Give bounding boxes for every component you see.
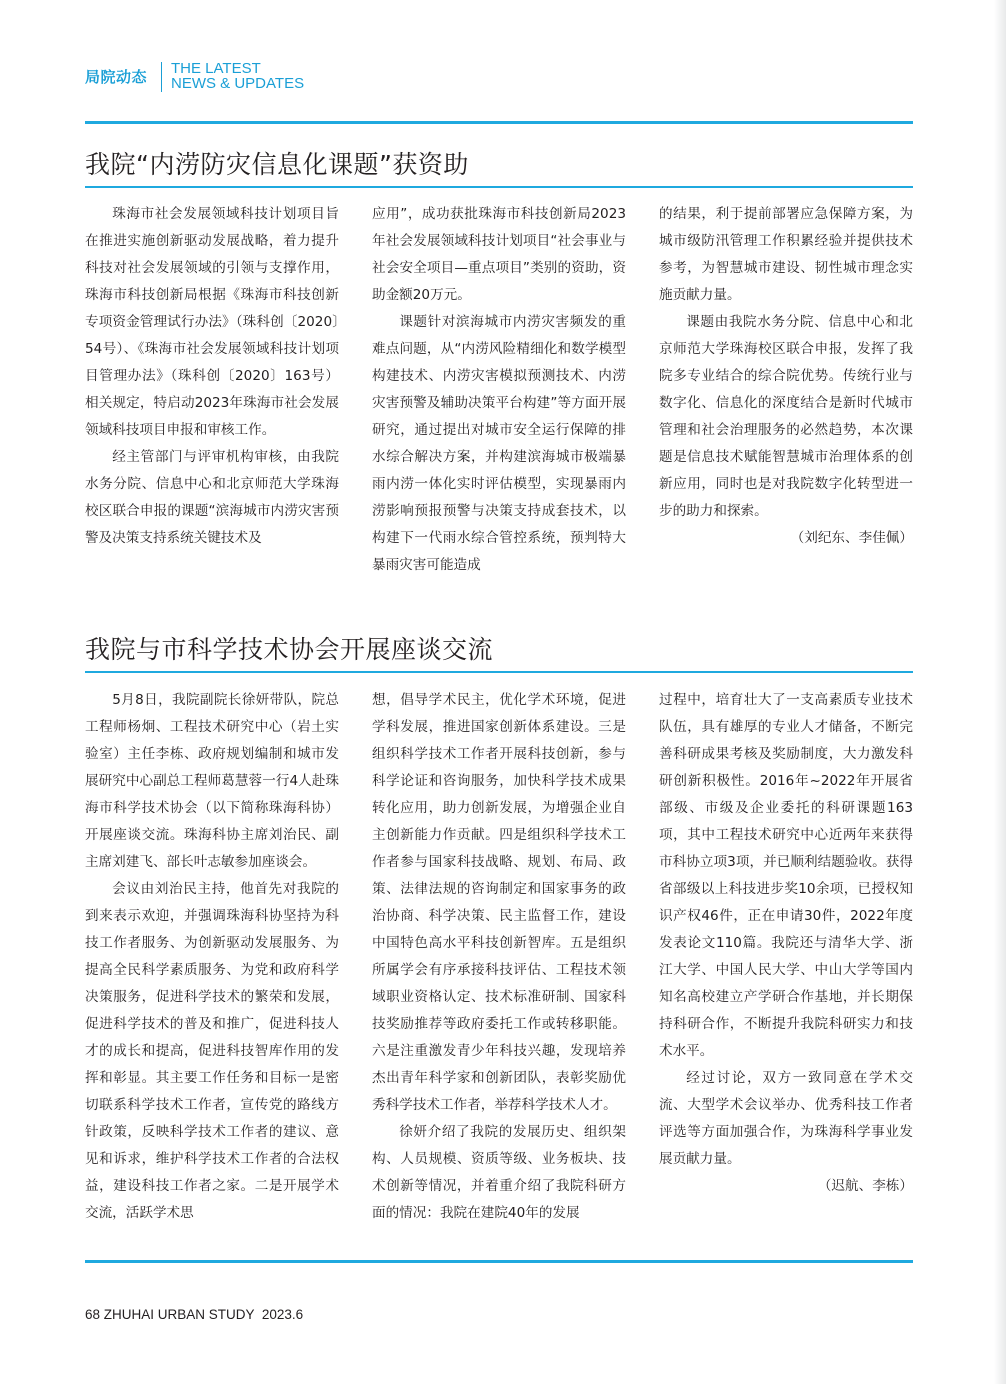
- article1-column-2: [372, 201, 626, 579]
- article2-paragraph: 经过讨论，双方一致同意在学术交流、大型学术会议举办、优秀科技工作者评选等方面加强合作，为珠海科学事业发展贡献力量。: [659, 1070, 913, 1167]
- section-label-en: [171, 61, 304, 91]
- article1-column-3: [659, 201, 913, 552]
- article2-title-rule: [85, 671, 913, 673]
- section-label-en-line2: NEWS & UPDATES: [171, 75, 305, 92]
- issue-number: 2023.6: [261, 1307, 304, 1322]
- article1-paragraph: 经主管部门与评审机构审核，由我院水务分院、信息中心和北京师范大学珠海校区联合申报的课题“滨海城市内涝灾害预警及决策支持系统关键技术及: [85, 449, 339, 546]
- article2-paragraph: 徐妍介绍了我院的发展历史、组织架构、人员规模、资质等级、业务板块、技术创新等情况，并着重介绍了我院科研方面的情况：我院在建院40年的发展: [372, 1124, 626, 1221]
- article2-paragraph: 5月8日，我院副院长徐妍带队，院总工程师杨炯、工程技术研究中心（岩土实验室）主任李栋、政府规划编制和城市发展研究中心副总工程师葛慧蓉一行4人赴珠海市科学技术协会（以下简称珠海科协）开展座谈交流。珠海科协主席刘治民、副主席刘建飞、部长叶志敏参加座谈会。: [85, 692, 339, 870]
- article1-title: 我院“内涝防灾信息化课题”获资助: [85, 150, 469, 179]
- article2-column-1: [85, 687, 339, 1227]
- article1-paragraph: 珠海市社会发展领域科技计划项目旨在推进实施创新驱动发展战略，着力提升科技对社会发展领域的引领与支撑作用，珠海市科技创新局根据《珠海市科技创新专项资金管理试行办法》（珠科创〔2020〕54号）、《珠海市社会发展领域科技计划项目管理办法》（珠科创〔2020〕163号）相关规定，特启动2023年珠海市社会发展领域科技项目申报和审核工作。: [85, 206, 339, 438]
- article1-byline: （刘纪东、李佳佩）: [790, 530, 913, 546]
- article1-title-rule: [85, 186, 913, 188]
- article1-paragraph: 课题由我院水务分院、信息中心和北京师范大学珠海校区联合申报，发挥了我院多专业结合的综合院优势。传统行业与数字化、信息化的深度结合是新时代城市管理和社会治理服务的必然趋势，本次课题是信息技术赋能智慧城市治理体系的创新应用，同时也是对我院数字化转型进一步的助力和探索。: [659, 314, 913, 519]
- article2-column-3: [659, 687, 913, 1200]
- section-label-divider: [161, 62, 162, 92]
- article1-paragraph: 课题针对滨海城市内涝灾害频发的重难点问题，从“内涝风险精细化和数学模型构建技术、内涝灾害模拟预测技术、内涝灾害预警及辅助决策平台构建”等方面开展研究，通过提出对城市安全运行保障的排水综合解决方案，并构建滨海城市极端暴雨内涝一体化实时评估模型，实现暴雨内涝影响预报预警与决策支持成套技术，以构建下一代雨水综合管控系统，预判特大暴雨灾害可能造成: [372, 314, 626, 573]
- article1-top-rule: [85, 121, 913, 124]
- bottom-rule: [85, 1260, 913, 1263]
- article2-byline: （迟航、李栋）: [817, 1178, 913, 1194]
- section-label-cn: 局院动态: [85, 68, 148, 86]
- page-edge-shadow: [994, 0, 1006, 1384]
- article2-paragraph: 过程中，培育壮大了一支高素质专业技术队伍，具有雄厚的专业人才储备，不断完善科研成果考核及奖励制度，大力激发科研创新积极性。2016年~2022年开展省部级、市级及企业委托的科研课题163项，其中工程技术研究中心近两年来获得市科协立项3项，并已顺利结题验收。获得省部级以上科技进步奖10余项，已授权知识产权46件，正在申请30件，2022年度发表论文110篇。我院还与清华大学、浙江大学、中国人民大学、中山大学等国内知名高校建立产学研合作基地，并长期保持科研合作，不断提升我院科研实力和技术水平。: [659, 692, 913, 1059]
- article1-paragraph: 的结果，利于提前部署应急保障方案，为城市级防汛管理工作积累经验并提供技术参考，为智慧城市建设、韧性城市理念实施贡献力量。: [659, 206, 913, 303]
- article1-column-1: [85, 201, 339, 552]
- article1-paragraph: 应用”，成功获批珠海市科技创新局2023年社会发展领域科技计划项目“社会事业与社会安全项目—重点项目”类别的资助，资助金额20万元。: [372, 206, 626, 303]
- page-footer: [85, 1307, 303, 1322]
- article2-title: 我院与市科学技术协会开展座谈交流: [85, 635, 494, 664]
- article2-paragraph: 想，倡导学术民主，优化学术环境，促进学科发展，推进国家创新体系建设。三是组织科学技术工作者开展科技创新，参与科学论证和咨询服务，加快科学技术成果转化应用，助力创新发展，为增强企业自主创新能力作贡献。四是组织科学技术工作者参与国家科技战略、规划、布局、政策、法律法规的咨询制定和国家事务的政治协商、科学决策、民主监督工作，建设中国特色高水平科技创新智库。五是组织所属学会有序承接科技评估、工程技术领域职业资格认定、技术标准研制、国家科技奖励推荐等政府委托工作或转移职能。六是注重激发青少年科技兴趣，发现培养杰出青年科学家和创新团队，表彰奖励优秀科学技术工作者，举荐科学技术人才。: [372, 692, 626, 1113]
- journal-name: ZHUHAI URBAN STUDY: [103, 1307, 255, 1322]
- article2-column-2: [372, 687, 626, 1227]
- section-label-en-line1: THE LATEST: [171, 60, 261, 77]
- page-number: 68: [85, 1307, 101, 1322]
- article2-paragraph: 会议由刘治民主持，他首先对我院的到来表示欢迎，并强调珠海科协坚持为科技工作者服务、为创新驱动发展服务、为提高全民科学素质服务、为党和政府科学决策服务，促进科学技术的繁荣和发展，促进科学技术的普及和推广，促进科技人才的成长和提高，促进科技智库作用的发挥和彰显。其主要工作任务和目标一是密切联系科学技术工作者，宣传党的路线方针政策，反映科学技术工作者的建议、意见和诉求，维护科学技术工作者的合法权益，建设科技工作者之家。二是开展学术交流，活跃学术思: [85, 881, 339, 1221]
